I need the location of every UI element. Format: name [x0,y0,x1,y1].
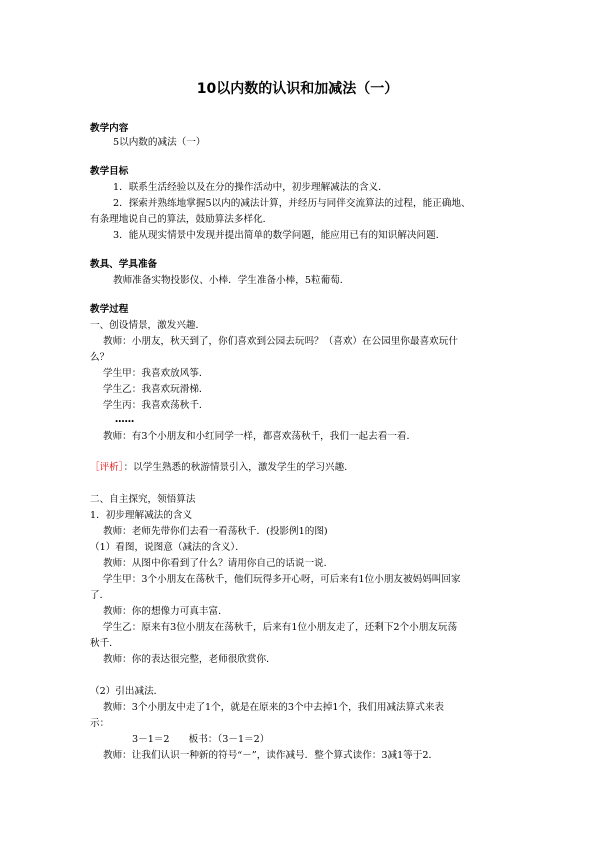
teacher-line-3: 教师：老师先带你们去看一看荡秋千．(投影例1的图) [103,526,328,537]
teacher-line-8: 教师：让我们认识一种新的符号“－”，读作减号．整个算式读作：3减1等于2． [103,750,439,761]
student-b-line: 学生乙：我喜欢玩滑梯． [103,384,209,395]
teacher-line-1b: 么？ [90,352,110,363]
student-b-line-2a: 学生乙：原来有3位小朋友在荡秋千，后来有1位小朋友走了，还剩下2个小朋友玩荡 [103,622,458,633]
step-1-heading: 1．初步理解减法的含义 [90,510,193,521]
content-text: 5以内数的减法（一） [113,137,206,148]
process-part-2: 二、自主探究，领悟算法 [90,494,196,505]
student-a-line-2a: 学生甲：3个小朋友在荡秋千，他们玩得多开心呀，可后来有1位小朋友被妈妈叫回家 [103,574,461,585]
teacher-line-7a: 教师：3个小朋友中走了1个，就是在原来的3个中去掉1个，我们用减法算式来表 [103,702,445,713]
teacher-line-7b: 示： [90,718,110,729]
tools-text: 教师准备实物投影仪、小棒．学生准备小棒，5粒葡萄． [113,275,350,286]
section-heading-tools: 教具、学具准备 [90,259,158,270]
student-a-line-2b: 了． [90,590,110,601]
comment-text: ：以学生熟悉的秋游情景引入，激发学生的学习兴趣． [123,462,354,473]
section-heading-content: 教学内容 [90,123,129,134]
process-part-1: 一、创设情景，激发兴趣． [90,320,206,331]
teacher-line-1a: 教师：小朋友，秋天到了，你们喜欢到公园去玩吗？（喜欢）在公园里你最喜欢玩什 [103,336,458,347]
teacher-line-4: 教师：从图中你看到了什么？请用你自己的话说一说． [103,558,334,569]
goal-3: 3．能从现实情景中发现并提出简单的数学问题，能应用已有的知识解决问题． [113,230,446,241]
teacher-line-2: 教师：有3个小朋友和小红同学一样，都喜欢荡秋千，我们一起去看一看． [103,431,417,442]
student-c-line: 学生丙：我喜欢荡秋千． [103,400,209,411]
comment-tag: ［评析］ [90,462,124,473]
goal-2-line-2: 有条理地说自己的算法，鼓励算法多样化． [90,214,273,225]
section-heading-process: 教学过程 [90,304,129,315]
teacher-line-5: 教师：你的想像力可真丰富． [103,606,228,617]
student-a-line: 学生甲：我喜欢放风筝． [103,368,209,379]
goal-1: 1．联系生活经验以及在分的操作活动中，初步理解减法的含义． [113,182,388,193]
sub-step-2: （2）引出减法． [90,686,164,697]
teacher-line-6: 教师：你的表达很完整，老师很欣赏你． [103,654,276,665]
student-b-line-2b: 秋千． [90,638,119,649]
goal-2-line-1: 2．探索并熟练地掌握5以内的减法计算，并经历与同伴交流算法的过程，能正确地、 [113,198,471,209]
sub-step-1: （1）看图，说图意（减法的含义）． [90,542,245,553]
equation-line: 3－1＝2 板书：（3－1＝2） [132,734,270,745]
section-heading-goals: 教学目标 [90,166,129,177]
ellipsis: …… [115,414,135,425]
comment-line [90,462,510,474]
page-title: 10以内数的认识和加减法（一） [196,81,399,97]
